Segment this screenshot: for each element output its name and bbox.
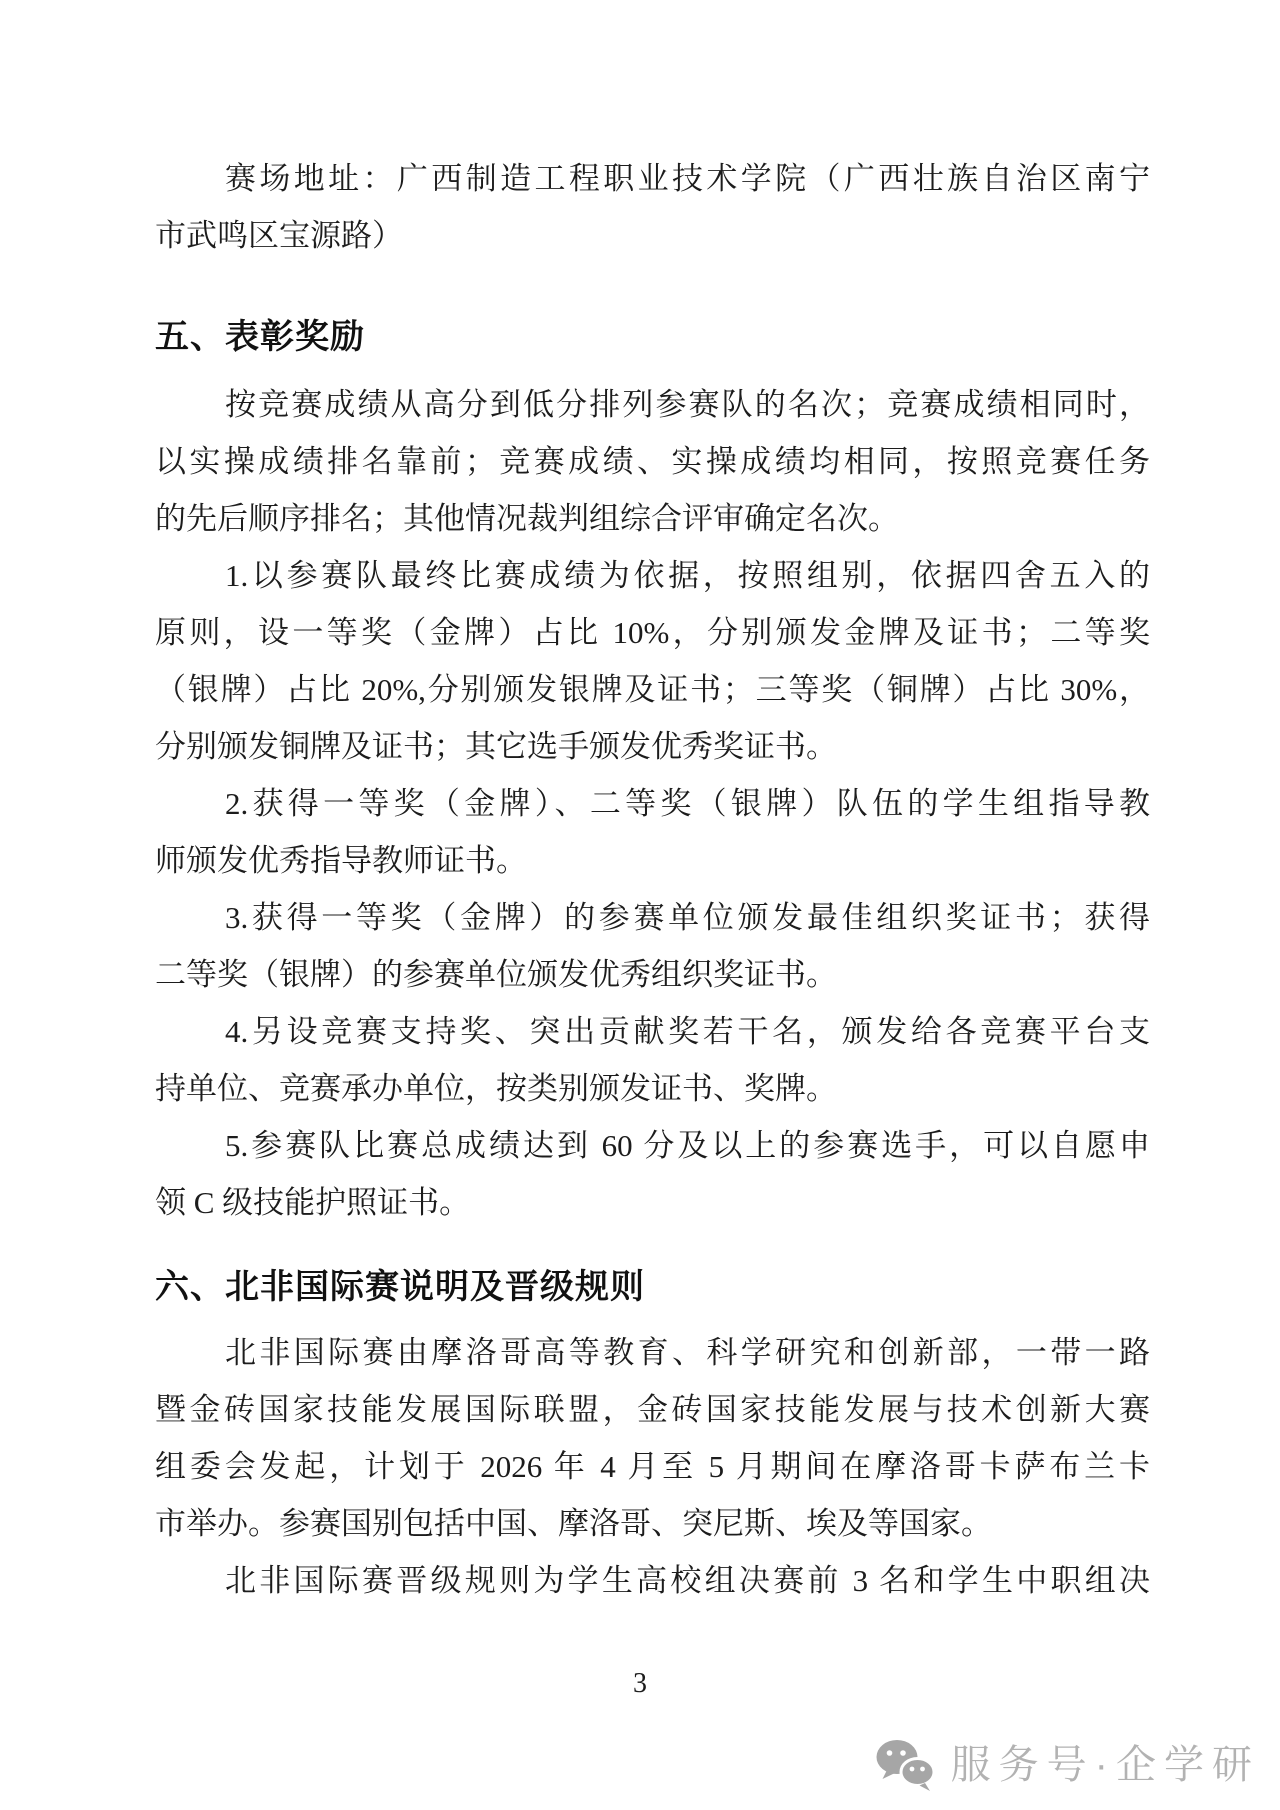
wechat-icon xyxy=(875,1738,937,1792)
text-line: 市举办。参赛国别包括中国、摩洛哥、突尼斯、埃及等国家。 xyxy=(155,1506,992,1541)
watermark xyxy=(875,1738,1260,1792)
text-line: 市武鸣区宝源路） xyxy=(155,218,403,253)
text-line: 原则，设一等奖（金牌）占比 10%，分别颁发金牌及证书；二等奖 xyxy=(155,615,1150,650)
text-line: 北非国际赛晋级规则为学生高校组决赛前 3 名和学生中职组决 xyxy=(225,1563,1150,1598)
page-number: 3 xyxy=(633,1668,647,1699)
text-line: 2.获得一等奖（金牌）、二等奖（银牌）队伍的学生组指导教 xyxy=(225,786,1150,821)
text-line: 分别颁发铜牌及证书；其它选手颁发优秀奖证书。 xyxy=(155,729,837,764)
text-line: 的先后顺序排名；其他情况裁判组综合评审确定名次。 xyxy=(155,501,899,536)
text-line: （银牌）占比 20%,分别颁发银牌及证书；三等奖（铜牌）占比 30%， xyxy=(155,672,1150,707)
text-line: 暨金砖国家技能发展国际联盟，金砖国家技能发展与技术创新大赛 xyxy=(155,1392,1150,1427)
text-line: 师颁发优秀指导教师证书。 xyxy=(155,843,527,878)
text-line: 5.参赛队比赛总成绩达到 60 分及以上的参赛选手，可以自愿申 xyxy=(225,1128,1150,1163)
watermark-label: 服务号·企学研 xyxy=(950,1743,1260,1787)
text-line: 赛场地址：广西制造工程职业技术学院（广西壮族自治区南宁 xyxy=(225,161,1150,196)
section-heading: 六、北非国际赛说明及晋级规则 xyxy=(155,1268,645,1306)
text-line: 4.另设竞赛支持奖、突出贡献奖若干名，颁发给各竞赛平台支 xyxy=(225,1014,1150,1049)
text-line: 北非国际赛由摩洛哥高等教育、科学研究和创新部，一带一路 xyxy=(225,1335,1150,1370)
text-line: 3.获得一等奖（金牌）的参赛单位颁发最佳组织奖证书；获得 xyxy=(225,900,1150,935)
text-line: 持单位、竞赛承办单位，按类别颁发证书、奖牌。 xyxy=(155,1071,837,1106)
text-line: 1.以参赛队最终比赛成绩为依据，按照组别，依据四舍五入的 xyxy=(225,558,1150,593)
text-line: 二等奖（银牌）的参赛单位颁发优秀组织奖证书。 xyxy=(155,957,837,992)
text-line: 组委会发起，计划于 2026 年 4 月至 5 月期间在摩洛哥卡萨布兰卡 xyxy=(155,1449,1150,1484)
text-line: 以实操成绩排名靠前；竞赛成绩、实操成绩均相同，按照竞赛任务 xyxy=(155,444,1150,479)
section-heading: 五、表彰奖励 xyxy=(155,318,365,356)
text-line: 领 C 级技能护照证书。 xyxy=(155,1185,471,1220)
document-body xyxy=(155,150,1150,1609)
text-line: 按竞赛成绩从高分到低分排列参赛队的名次；竞赛成绩相同时， xyxy=(225,387,1150,422)
